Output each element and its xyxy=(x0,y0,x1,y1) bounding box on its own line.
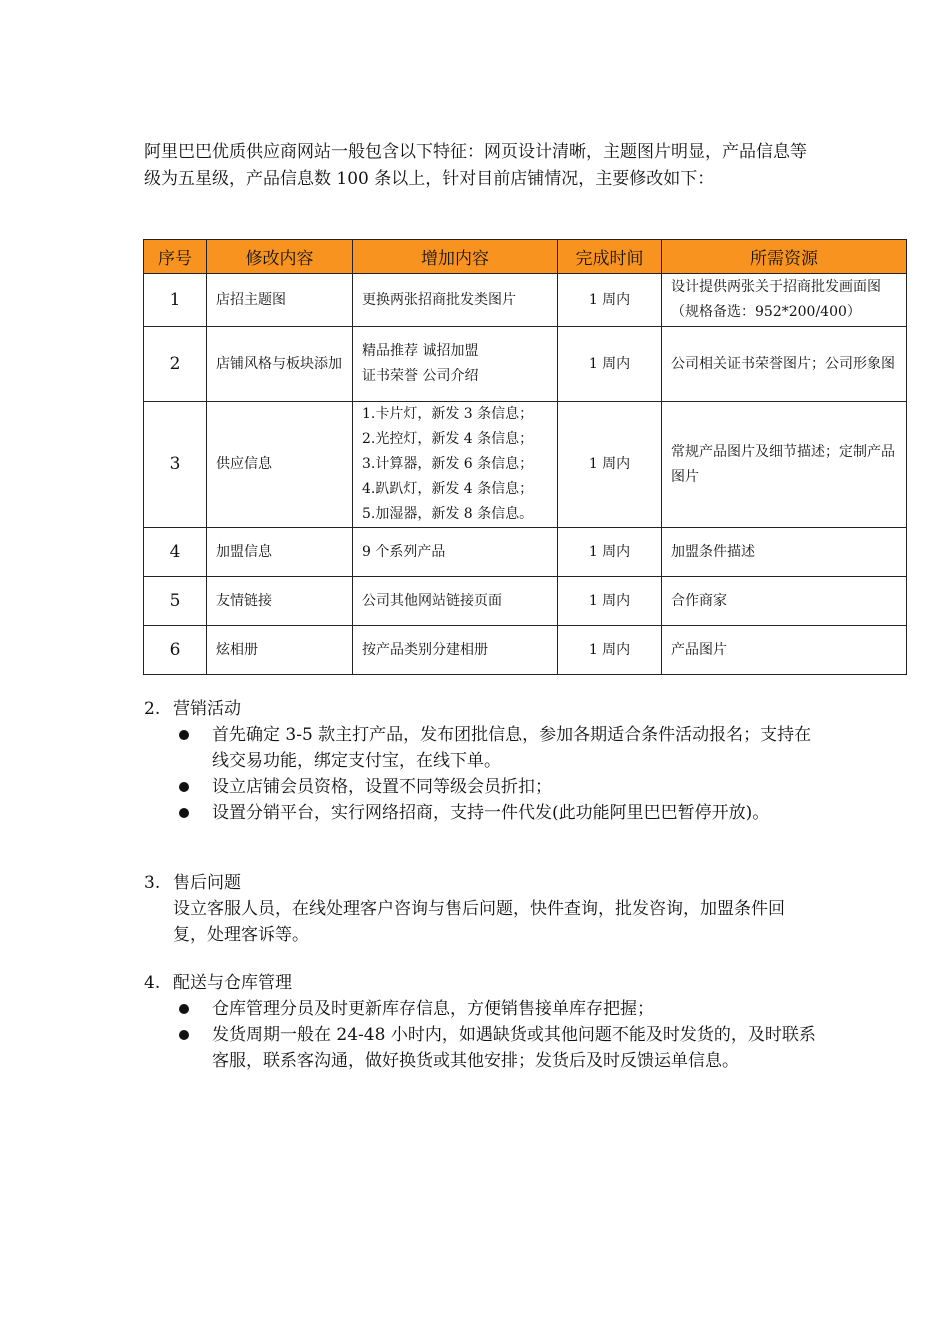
header-no: 序号 xyxy=(144,240,207,274)
row-time: 1 周内 xyxy=(558,626,662,675)
section-text: 设立客服人员，在线处理客户咨询与售后问题，快件查询，批发咨询，加盟条件回复，处理客诉等。 xyxy=(173,899,785,945)
row-add: 9 个系列产品 xyxy=(353,528,558,577)
list-item: 首先确定 3-5 款主打产品，发布团批信息，参加各期适合条件活动报名；支持在线交易功能，绑定支付宝，在线下单。 xyxy=(144,722,822,774)
row-resources: 常规产品图片及细节描述；定制产品图片 xyxy=(662,402,907,528)
header-item: 修改内容 xyxy=(207,240,353,274)
list-item: 设立店铺会员资格，设置不同等级会员折扣； xyxy=(144,774,822,800)
list-item: 设置分销平台，实行网络招商，支持一件代发(此功能阿里巴巴暂停开放)。 xyxy=(144,800,822,826)
row-resources: 公司相关证书荣誉图片；公司形象图 xyxy=(662,327,907,402)
bullet-icon xyxy=(179,1004,189,1014)
section-title: 售后问题 xyxy=(173,873,241,893)
table-row xyxy=(144,626,907,675)
row-item: 炫相册 xyxy=(207,626,353,675)
section-number: 2. xyxy=(144,699,161,719)
section-marketing xyxy=(144,696,822,826)
table-header-row xyxy=(144,240,907,274)
row-item: 店招主题图 xyxy=(207,274,353,327)
section-number: 3. xyxy=(144,873,161,893)
row-time: 1 周内 xyxy=(558,327,662,402)
row-item: 加盟信息 xyxy=(207,528,353,577)
intro-paragraph: 阿里巴巴优质供应商网站一般包含以下特征：网页设计清晰，主题图片明显，产品信息等级为五星级，产品信息数 100 条以上，针对目前店铺情况，主要修改如下： xyxy=(144,142,807,189)
row-add: 更换两张招商批发类图片 xyxy=(353,274,558,327)
row-time: 1 周内 xyxy=(558,274,662,327)
list-item: 仓库管理分员及时更新库存信息，方便销售接单库存把握； xyxy=(144,996,822,1022)
bullet-icon xyxy=(179,730,189,740)
row-item: 友情链接 xyxy=(207,577,353,626)
row-time: 1 周内 xyxy=(558,528,662,577)
row-item: 店铺风格与板块添加 xyxy=(207,327,353,402)
row-time: 1 周内 xyxy=(558,402,662,528)
section-number: 4. xyxy=(144,973,161,993)
table-row xyxy=(144,577,907,626)
row-resources: 设计提供两张关于招商批发画面图（规格备选：952*200/400） xyxy=(662,274,907,327)
row-number: 2 xyxy=(144,327,207,402)
row-number: 6 xyxy=(144,626,207,675)
row-add: 公司其他网站链接页面 xyxy=(353,577,558,626)
bullet-icon xyxy=(179,808,189,818)
row-resources: 加盟条件描述 xyxy=(662,528,907,577)
section-title: 配送与仓库管理 xyxy=(173,973,292,993)
section-logistics xyxy=(144,970,822,1074)
bullet-icon xyxy=(179,782,189,792)
row-item: 供应信息 xyxy=(207,402,353,528)
row-number: 1 xyxy=(144,274,207,327)
table-row xyxy=(144,327,907,402)
list-item: 发货周期一般在 24-48 小时内，如遇缺货或其他问题不能及时发货的，及时联系客服，联系客沟通，做好换货或其他安排；发货后及时反馈运单信息。 xyxy=(144,1022,822,1074)
table-row xyxy=(144,402,907,528)
table-row xyxy=(144,274,907,327)
row-add: 按产品类别分建相册 xyxy=(353,626,558,675)
header-resources: 所需资源 xyxy=(662,240,907,274)
row-number: 4 xyxy=(144,528,207,577)
row-resources: 合作商家 xyxy=(662,577,907,626)
header-time: 完成时间 xyxy=(558,240,662,274)
table-row xyxy=(144,528,907,577)
modification-table xyxy=(143,239,907,675)
bullet-icon xyxy=(179,1030,189,1040)
row-time: 1 周内 xyxy=(558,577,662,626)
row-number: 5 xyxy=(144,577,207,626)
row-add: 1.卡片灯，新发 3 条信息； 2.光控灯，新发 4 条信息； 3.计算器，新发 6 条信息； 4.趴趴灯，新发 4 条信息； 5.加湿器，新发 8 条信息。 xyxy=(353,402,558,528)
header-add: 增加内容 xyxy=(353,240,558,274)
row-resources: 产品图片 xyxy=(662,626,907,675)
section-title: 营销活动 xyxy=(173,699,241,719)
row-add: 精品推荐 诚招加盟 证书荣誉 公司介绍 xyxy=(353,327,558,402)
section-aftersales xyxy=(144,870,813,948)
row-number: 3 xyxy=(144,402,207,528)
